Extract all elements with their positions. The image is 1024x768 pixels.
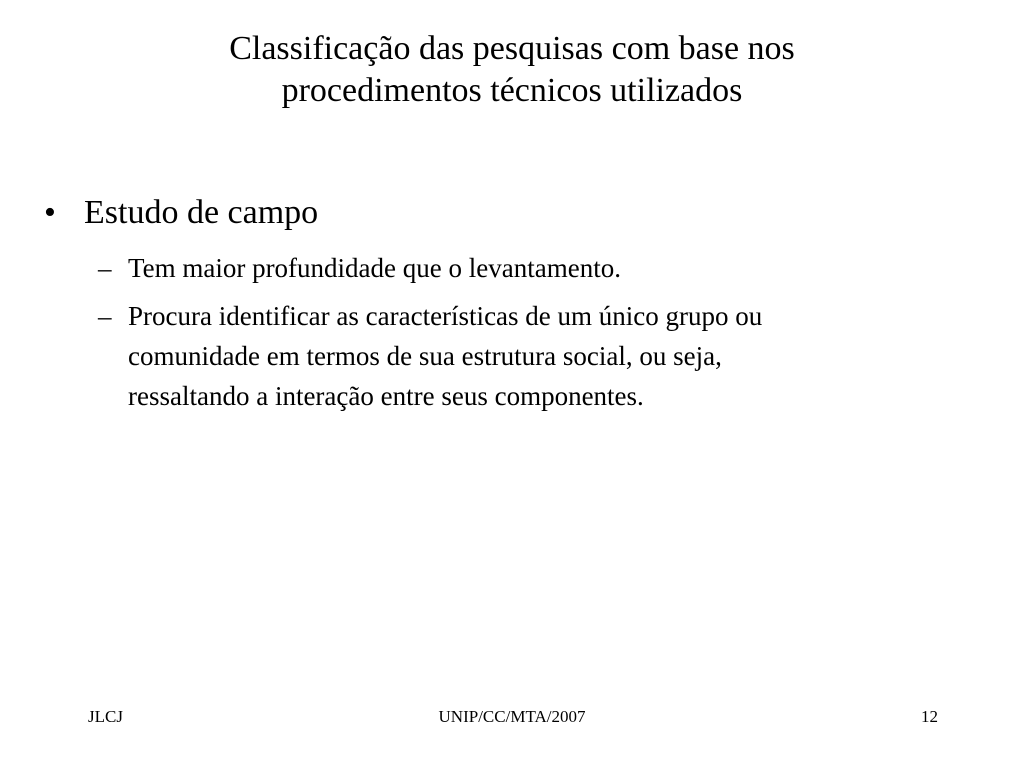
bullet-marker: • [44, 194, 56, 231]
sub-item-text [128, 296, 948, 416]
sub-item-marker: – [98, 301, 112, 331]
footer-page-number: 12 [921, 707, 938, 726]
sub-item-text [128, 248, 948, 288]
slide-title-line-2: procedimentos técnicos utilizados [281, 72, 743, 109]
footer-course: UNIP/CC/MTA/2007 [438, 707, 586, 726]
slide-title [100, 28, 924, 112]
footer-author: JLCJ [88, 707, 123, 726]
sub-item-2-line-2: comunidade em termos de sua estrutura social, ou seja, [128, 341, 722, 371]
sub-item-1-line-1: Tem maior profundidade que o levantamento. [128, 253, 621, 283]
sub-item-2-line-3: ressaltando a interação entre seus componentes. [128, 381, 644, 411]
sub-item-marker: – [98, 253, 112, 283]
sub-item-2-line-1: Procura identificar as características de um único grupo ou [128, 301, 763, 331]
bullet-text: Estudo de campo [84, 194, 319, 231]
slide-title-line-1: Classificação das pesquisas com base nos [229, 30, 795, 67]
